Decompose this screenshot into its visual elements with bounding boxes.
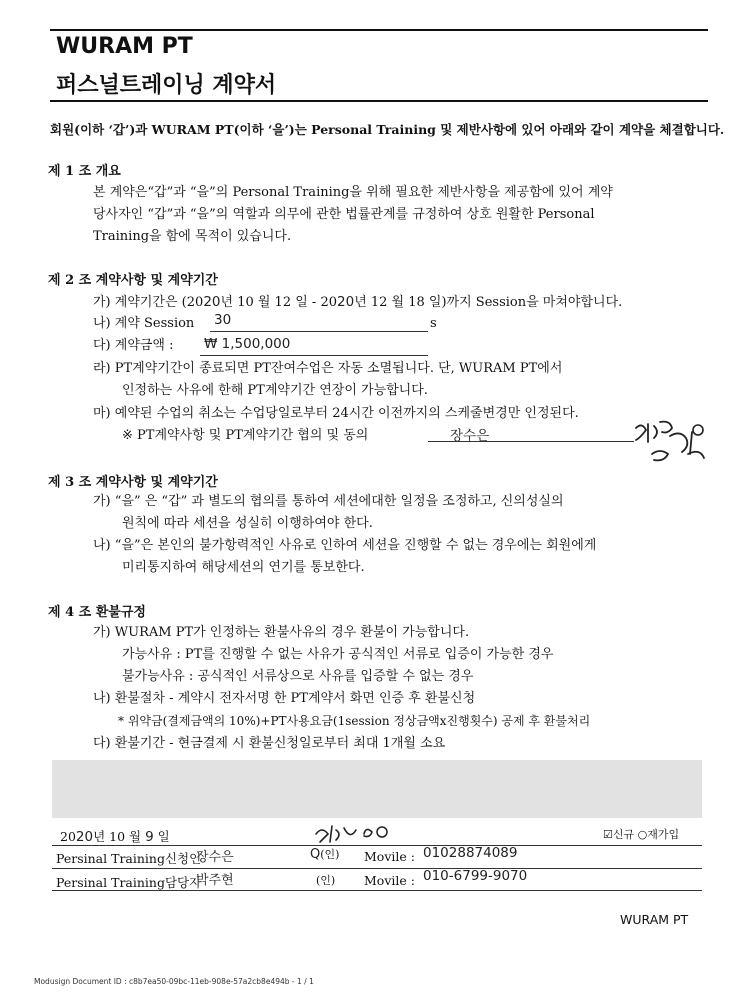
- session-underline: [210, 331, 428, 332]
- trainer-phone: 010-6799-9070: [423, 868, 528, 884]
- session-count-line: [93, 313, 194, 335]
- agreement-name: 장수은: [450, 428, 490, 444]
- trainer-label: Persinal Training담당자: [56, 875, 202, 890]
- title-rule: [50, 100, 708, 102]
- expiry-line: 인정하는 사유에 한해 PT계약기간 연장이 가능합니다.: [122, 383, 428, 398]
- contract-date: [60, 827, 170, 845]
- row-rule: [52, 868, 702, 869]
- document-title: 퍼스널트레이닝 계약서: [56, 73, 277, 98]
- period-year-start: 20: [203, 294, 221, 310]
- member-label: Persinal Training신청인: [56, 851, 202, 866]
- article4-heading: 제 4 조 환불규정: [48, 605, 146, 620]
- member-phone-label: Movile :: [364, 849, 415, 864]
- article4-line: * 위약금(결제금액의 10%)+PT사용요금(1session 정상금액x진행횟수) 공제 후 환불처리: [118, 714, 591, 728]
- article3-heading: 제 3 조 계약사항 및 계약기간: [48, 475, 218, 490]
- date-month: 년 10 월: [93, 829, 146, 844]
- contract-period-line: [93, 291, 622, 314]
- article1-heading: 제 1 조 개요: [48, 164, 121, 179]
- article1-line: 본 계약은“갑”과 “을”의 Personal Training을 위해 필요한 제반사항을 제공함에 있어 계약: [93, 185, 613, 200]
- date-prefix: 20: [60, 829, 76, 844]
- new-checkbox-icon[interactable]: ☑: [603, 828, 613, 841]
- membership-type: [603, 826, 679, 842]
- new-label: 신규: [612, 828, 635, 841]
- trainer-phone-label: Movile :: [364, 873, 415, 888]
- agreement-label: ※ PT계약사항 및 PT계약기간 협의 및 동의: [122, 428, 369, 443]
- agreement-underline: [428, 441, 634, 442]
- amount-value: ₩ 1,500,000: [204, 336, 291, 352]
- amount-underline: [200, 355, 428, 356]
- period-rest: 년 12 월 18 일)까지 Session을 마쳐야합니다.: [354, 295, 623, 310]
- row-rule: [52, 845, 702, 846]
- article4-line: 가) WURAM PT가 인정하는 환불사유의 경우 환불이 가능합니다.: [93, 625, 470, 640]
- company-title: WURAM PT: [56, 34, 193, 59]
- amount-label: 다) 계약금액 :: [93, 338, 174, 353]
- article1-line: 당사자인 “갑”과 “을”의 역할과 의무에 관한 법률관계를 규정하여 상호 원활한 Personal: [93, 207, 595, 222]
- session-label: 나) 계약 Session: [93, 316, 195, 331]
- document-id: Modusign Document ID : c8b7ea50-09bc-11eb-908e-57a2cb8e494b - 1 / 1: [34, 977, 314, 986]
- period-prefix: 가) 계약기간은 (20: [93, 295, 204, 310]
- renew-label: 재가입: [647, 828, 680, 841]
- redacted-area: [52, 760, 702, 818]
- article3-line: 미리통지하여 해당세션의 연기를 통보한다.: [122, 560, 365, 575]
- cancel-policy-line: 마) 예약된 수업의 취소는 수업당일로부터 24시간 이전까지의 스케줄변경만 인정된다.: [93, 406, 579, 421]
- article4-line: 다) 환불기간 - 현금결제 시 환불신청일로부터 최대 1개월 소요: [93, 736, 446, 751]
- article1-line: Training을 함에 목적이 있습니다.: [93, 229, 292, 244]
- article2-heading: 제 2 조 계약사항 및 계약기간: [48, 273, 218, 288]
- article3-line: 가) “을” 은 “갑” 과 별도의 협의를 통하여 세션에대한 일정을 조정하고, 신의성실의: [93, 494, 564, 509]
- expiry-line: 라) PT계약기간이 종료되면 PT잔여수업은 자동 소멸됩니다. 단, WURAM PT에서: [93, 361, 563, 376]
- article4-line: 나) 환불절차 - 계약시 전자서명 한 PT계약서 화면 인증 후 환불신청: [93, 691, 476, 706]
- row-rule: [52, 890, 702, 891]
- footer-company: WURAM PT: [620, 912, 689, 927]
- session-count-value: 30: [214, 312, 232, 328]
- date-signature: [310, 820, 400, 846]
- member-seal-label: (인): [320, 848, 340, 861]
- period-year-end: 20: [337, 294, 355, 310]
- article4-line: 가능사유 : PT를 진행할 수 없는 사유가 공식적인 서류로 입증이 가능한 경우: [122, 647, 554, 662]
- article3-line: 나) “을”은 본인의 불가항력적인 사유로 인하여 세션을 진행할 수 없는 경우에는 회원에게: [93, 538, 597, 553]
- date-suffix: 일: [153, 829, 170, 844]
- member-seal: Q(인): [310, 847, 340, 862]
- date-day: 9: [145, 829, 154, 845]
- session-unit: s: [430, 316, 437, 331]
- period-mid: 년 10 월 12 일 - 20: [220, 295, 337, 310]
- trainer-seal: (인): [316, 874, 336, 887]
- member-signature: [630, 418, 710, 468]
- top-rule: [50, 29, 708, 31]
- member-name: 장수은: [196, 850, 234, 865]
- trainer-name: 박주현: [196, 873, 234, 888]
- date-year: 20: [75, 829, 94, 845]
- member-phone: 01028874089: [423, 845, 518, 861]
- article3-line: 원칙에 따라 세션을 성실히 이행하여야 한다.: [122, 516, 373, 531]
- article4-line: 불가능사유 : 공식적인 서류상으로 사유를 입증할 수 없는 경우: [122, 669, 474, 684]
- renew-radio-icon[interactable]: ○: [637, 828, 648, 841]
- intro-text: 회원(이하 ‘갑’)과 WURAM PT(이하 ‘을’)는 Personal Training 및 제반사항에 있어 아래와 같이 계약을 체결합니다.: [50, 122, 725, 137]
